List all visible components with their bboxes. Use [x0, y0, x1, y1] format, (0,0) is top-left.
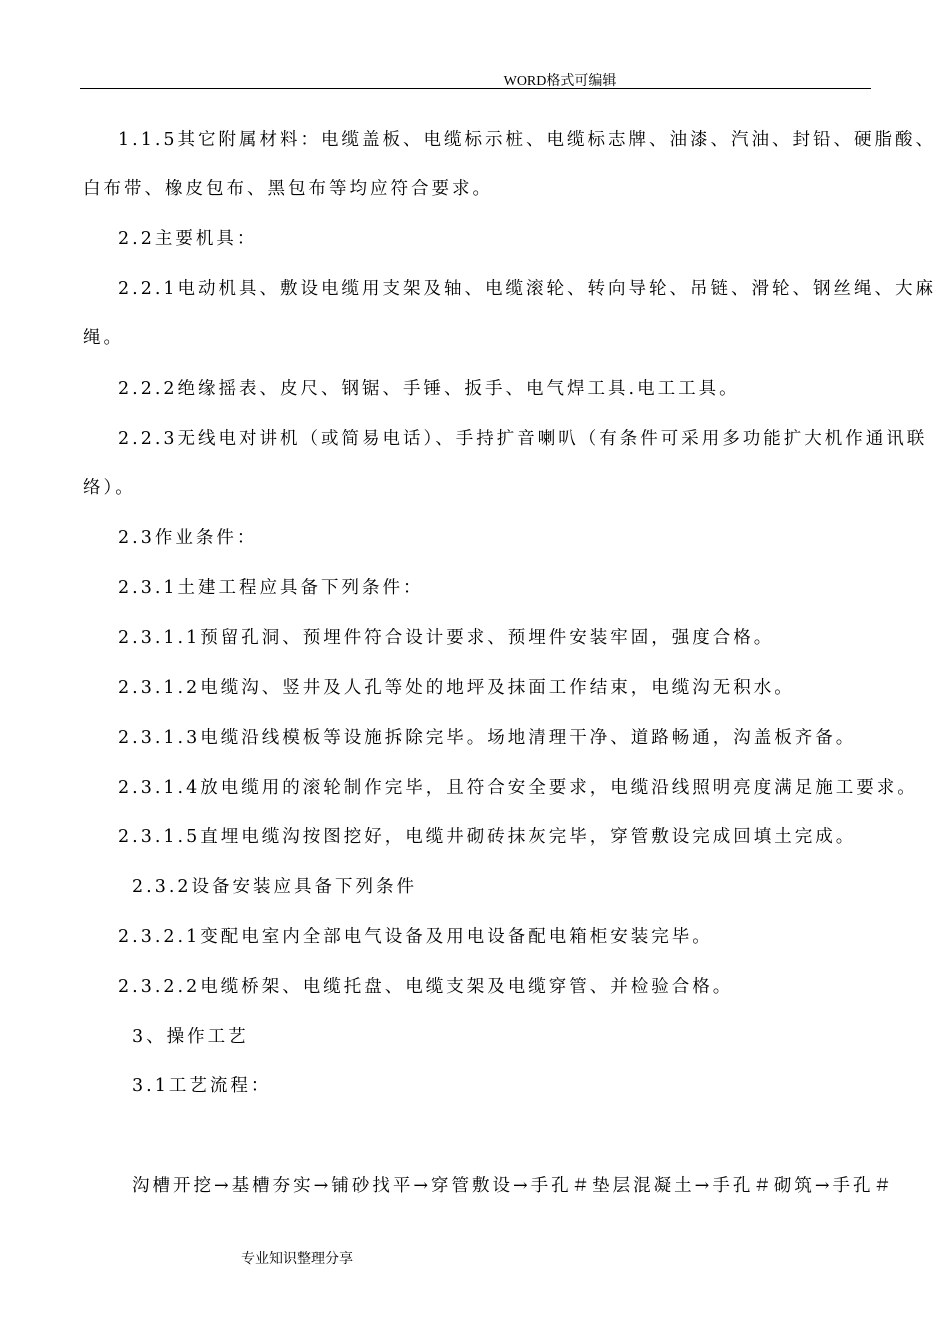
- paragraph-2-3-1-5: 2.3.1.5直埋电缆沟按图挖好，电缆井砌砖抹灰完毕，穿管敷设完成回填土完成。: [118, 827, 857, 847]
- paragraph-2-3-1-3: 2.3.1.3电缆沿线模板等设施拆除完毕。场地清理干净、道路畅通，沟盖板齐备。: [118, 728, 857, 748]
- paragraph-1-1-5-continued: 白布带、橡皮包布、黑包布等均应符合要求。: [83, 179, 493, 199]
- process-flow-line: 沟槽开挖→基槽夯实→铺砂找平→穿管敷设→手孔＃垫层混凝土→手孔＃砌筑→手孔＃: [132, 1176, 894, 1196]
- heading-3-1: 3.1工艺流程：: [132, 1076, 272, 1096]
- paragraph-2-2-1-continued: 绳。: [83, 328, 124, 348]
- paragraph-2-2-3: 2.2.3无线电对讲机（或简易电话）、手持扩音喇叭（有条件可采用多功能扩大机作通讯联: [118, 429, 928, 449]
- paragraph-2-3-2-1: 2.3.2.1变配电室内全部电气设备及用电设备配电箱柜安装完毕。: [118, 927, 713, 947]
- paragraph-2-2-2: 2.2.2绝缘摇表、皮尺、钢锯、手锤、扳手、电气焊工具.电工工具。: [118, 379, 740, 399]
- paragraph-1-1-5: 1.1.5其它附属材料：电缆盖板、电缆标示桩、电缆标志牌、油漆、汽油、封铅、硬脂酸、: [118, 130, 937, 150]
- paragraph-2-3-1-4: 2.3.1.4放电缆用的滚轮制作完毕，且符合安全要求，电缆沿线照明亮度满足施工要求。: [118, 778, 918, 798]
- paragraph-2-2-3-continued: 络）。: [83, 478, 136, 498]
- page-footer: 专业知识整理分享: [241, 1251, 353, 1267]
- heading-2-3: 2.3作业条件：: [118, 528, 258, 548]
- page-header: WORD格式可编辑: [503, 74, 617, 89]
- paragraph-2-2-1: 2.2.1电动机具、敷设电缆用支架及轴、电缆滚轮、转向导轮、吊链、滑轮、钢丝绳、大麻: [118, 279, 937, 299]
- heading-2-2: 2.2主要机具：: [118, 229, 258, 249]
- header-divider: [80, 88, 871, 89]
- paragraph-2-3-1-1: 2.3.1.1预留孔洞、预埋件符合设计要求、预埋件安装牢固，强度合格。: [118, 628, 775, 648]
- heading-2-3-2: 2.3.2设备安装应具备下列条件: [132, 877, 418, 897]
- heading-3: 3、操作工艺: [132, 1027, 249, 1047]
- paragraph-2-3-2-2: 2.3.2.2电缆桥架、电缆托盘、电缆支架及电缆穿管、并检验合格。: [118, 977, 734, 997]
- paragraph-2-3-1: 2.3.1土建工程应具备下列条件：: [118, 578, 424, 598]
- paragraph-2-3-1-2: 2.3.1.2电缆沟、竖井及人孔等处的地坪及抹面工作结束，电缆沟无积水。: [118, 678, 795, 698]
